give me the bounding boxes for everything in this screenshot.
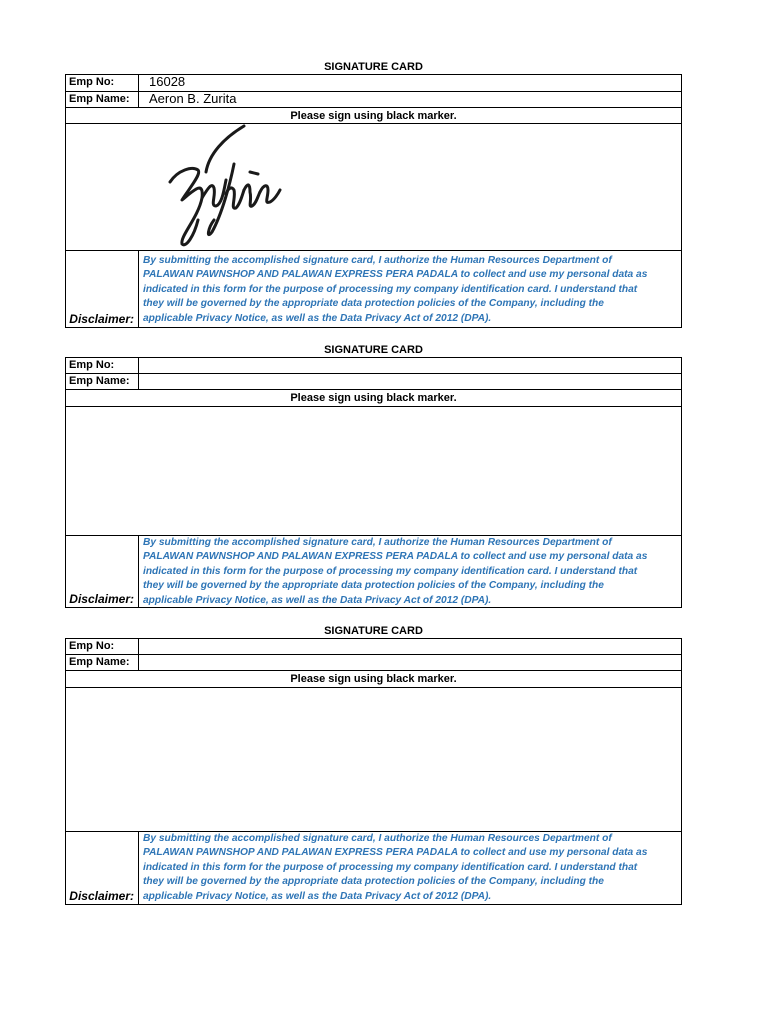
emp-no-row xyxy=(66,639,681,655)
card-table xyxy=(65,74,682,328)
emp-no-label: Emp No: xyxy=(66,639,139,654)
signature-area[interactable] xyxy=(66,688,681,831)
instruction-row xyxy=(66,671,681,688)
card-table xyxy=(65,638,682,905)
disclaimer-row xyxy=(66,251,681,327)
disclaimer-text: By submitting the accomplished signature card, I authorize the Human Resources Department of PALAWAN PAWNSHOP AND PALAWAN EXPRESS PERA PADALA to collect and use my personal data as indicated in this form for the purpose of processing my company identification card. I understand that they will be governed by the appropriate data protection policies of the Company, including the applicable Privacy Notice, as well as the Data Privacy Act of 2012 (DPA). xyxy=(143,255,648,324)
emp-name-row xyxy=(66,374,681,390)
emp-no-row xyxy=(66,75,681,92)
emp-name-value[interactable] xyxy=(140,655,681,670)
signature-row xyxy=(66,407,681,536)
card-table xyxy=(65,357,682,608)
emp-no-label: Emp No: xyxy=(66,75,139,91)
disclaimer-label: Disclaimer: xyxy=(66,536,139,607)
emp-name-label: Emp Name: xyxy=(66,374,139,389)
instruction-row xyxy=(66,108,681,124)
card-title: SIGNATURE CARD xyxy=(324,625,423,637)
sign-instruction: Please sign using black marker. xyxy=(290,392,457,404)
emp-no-value[interactable]: 16028 xyxy=(149,74,186,89)
instruction-row xyxy=(66,390,681,407)
signature-area[interactable] xyxy=(66,407,681,535)
emp-name-row xyxy=(66,92,681,108)
emp-name-value[interactable] xyxy=(140,374,681,389)
card-title: SIGNATURE CARD xyxy=(324,61,423,73)
emp-name-label: Emp Name: xyxy=(66,92,139,107)
sign-instruction: Please sign using black marker. xyxy=(290,673,457,685)
signature-row xyxy=(66,688,681,832)
disclaimer-row xyxy=(66,832,681,904)
disclaimer-text: By submitting the accomplished signature card, I authorize the Human Resources Department of PALAWAN PAWNSHOP AND PALAWAN EXPRESS PERA PADALA to collect and use my personal data as indicated in this form for the purpose of processing my company identification card. I understand that they will be governed by the appropriate data protection policies of the Company, including the applicable Privacy Notice, as well as the Data Privacy Act of 2012 (DPA). xyxy=(143,537,648,606)
emp-name-label: Emp Name: xyxy=(66,655,139,670)
disclaimer-row xyxy=(66,536,681,607)
emp-name-row xyxy=(66,655,681,671)
emp-name-value[interactable]: Aeron B. Zurita xyxy=(149,91,237,106)
signature-image xyxy=(164,124,344,251)
emp-no-row xyxy=(66,358,681,374)
signature-area[interactable] xyxy=(66,124,681,250)
disclaimer-label: Disclaimer: xyxy=(66,251,139,327)
disclaimer-label: Disclaimer: xyxy=(66,832,139,904)
sign-instruction: Please sign using black marker. xyxy=(290,110,457,122)
disclaimer-text: By submitting the accomplished signature card, I authorize the Human Resources Department of PALAWAN PAWNSHOP AND PALAWAN EXPRESS PERA PADALA to collect and use my personal data as indicated in this form for the purpose of processing my company identification card. I understand that they will be governed by the appropriate data protection policies of the Company, including the applicable Privacy Notice, as well as the Data Privacy Act of 2012 (DPA). xyxy=(143,833,648,902)
emp-no-label: Emp No: xyxy=(66,358,139,373)
emp-no-value[interactable] xyxy=(140,358,681,373)
signature-row xyxy=(66,124,681,251)
card-title: SIGNATURE CARD xyxy=(324,344,423,356)
emp-no-value[interactable] xyxy=(140,639,681,654)
